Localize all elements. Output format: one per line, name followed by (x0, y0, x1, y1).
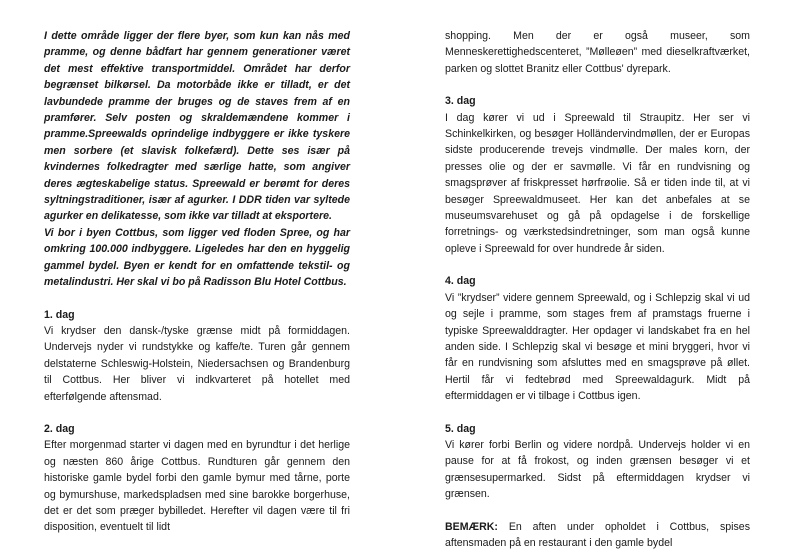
day-3-text: I dag kører vi ud i Spreewald til Straupitz. Her ser vi Schinkelkirken, og besøger Holländervindmøllen, der er Europas sidste producerende trevejs vindmølle. Der males korn, der presses olie og der er savmølle. Vi får en rundvisning og smagsprøver af friskpresset hørfrøolie. Så er tiden inde til, at vi besøger Spreewaldmuseet. Her kan det anbefales at se museumsvarehuset og gå på opdagelse i de forskellige forretnings- og værkstedsindretninger, som man også kunne opleve i Spreewald for over hundrede år siden. (445, 111, 750, 255)
day-4-section (445, 273, 750, 404)
note-text: En aften under opholdet i Cottbus, spises aftensmaden på en restaurant i den gamle bydel (445, 520, 750, 549)
day-4-heading: 4. dag (445, 275, 476, 288)
day-2-continuation-text: shopping. Men der er også museer, som Menneskerettighedscenteret, ”Mølleøen” med dieselkraftværket, parken og slottet Branitz eller Cottbus' dyrepark. (445, 30, 750, 75)
intro-section (44, 28, 350, 291)
day-5-section (445, 421, 750, 503)
day-2-text: Efter morgenmad starter vi dagen med en byrundtur i det herlige og næsten 860 årige Cottbus. Rundturen går gennem den historiske gamle bydel forbi den gamle bymur med tårne, porte og bymurshuse, markedspladsen med sine barokke borgerhuse, det er det som præger bybilledet. Herefter vil dagen være til fri disposition, eventuelt til lidt (44, 439, 350, 534)
note-label: BEMÆRK: (445, 520, 498, 533)
day-1-text: Vi krydser den dansk-/tyske grænse midt på formiddagen. Undervejs nyder vi rundstykke og kaffe/te. Turen går gennem delstaterne Schleswig-Holstein, Niedersachsen og Brandenburg til Cottbus. Her bliver vi indkvarteret på hotellet med efterfølgende aftensmad. (44, 324, 350, 403)
note-section (445, 519, 750, 552)
day-2-continuation (445, 28, 750, 77)
intro-paragraph-1: I dette område ligger der flere byer, som kun kan nås med pramme, og denne bådfart har gennem generationer været det mest effektive transportmiddel. Området har derfor begrænset bilkørsel. Da motorbåde ikke er tilladt, er det lavbundede pramme der bruges og de staves frem af en pramfører. Selv posten og skraldemændene kommer i pramme.Spreewalds oprindelige indbyggere er ikke tyskere men sorbere (et slavisk folkefærd). Dette ses især på kvindernes folkedragter med særlige hatte, som angiver deres ægteskabelige status. Spreewald er berømt for deres syltningstraditioner, især af agurker. I DDR tiden var syltede agurker en delikatesse, som ikke var tilladt at eksportere. (44, 30, 350, 223)
day-3-section (445, 93, 750, 257)
day-2-heading: 2. dag (44, 422, 75, 435)
day-2-section (44, 421, 350, 536)
right-column (445, 28, 750, 551)
day-5-heading: 5. dag (445, 422, 476, 435)
day-5-text: Vi kører forbi Berlin og videre nordpå. Undervejs holder vi en pause for at få frokost, og inden grænsen besøger vi et grænsesupermarked. Sidst på eftermiddagen krydser vi grænsen. (445, 438, 750, 501)
note-paragraph (445, 519, 750, 552)
day-1-section (44, 307, 350, 405)
day-1-heading: 1. dag (44, 308, 75, 321)
intro-paragraph-2: Vi bor i byen Cottbus, som ligger ved floden Spree, og har omkring 100.000 indbyggere. Ligeledes har den en hyggelig gammel bydel. Byen er kendt for en omfattende tekstil- og metalindustri. Her skal vi bo på Radisson Blu Hotel Cottbus. (44, 226, 350, 289)
left-column (44, 28, 350, 536)
day-3-heading: 3. dag (445, 95, 476, 108)
day-4-text: Vi ”krydser” videre gennem Spreewald, og i Schlepzig skal vi ud og sejle i pramme, som stages frem af pramstags fruerne i typiske Spreewalddragter. Her opdager vi landskabet fra en hel anden side. I Schlepzig skal vi besøge et mini bryggeri, hvor vi får en rundvisning som afsluttes med en smagsprøve på øllet. Hertil får vi fedtebrød med Spreewaldagurk. Midt på eftermiddagen er vi tilbage i Cottbus igen. (445, 291, 750, 403)
